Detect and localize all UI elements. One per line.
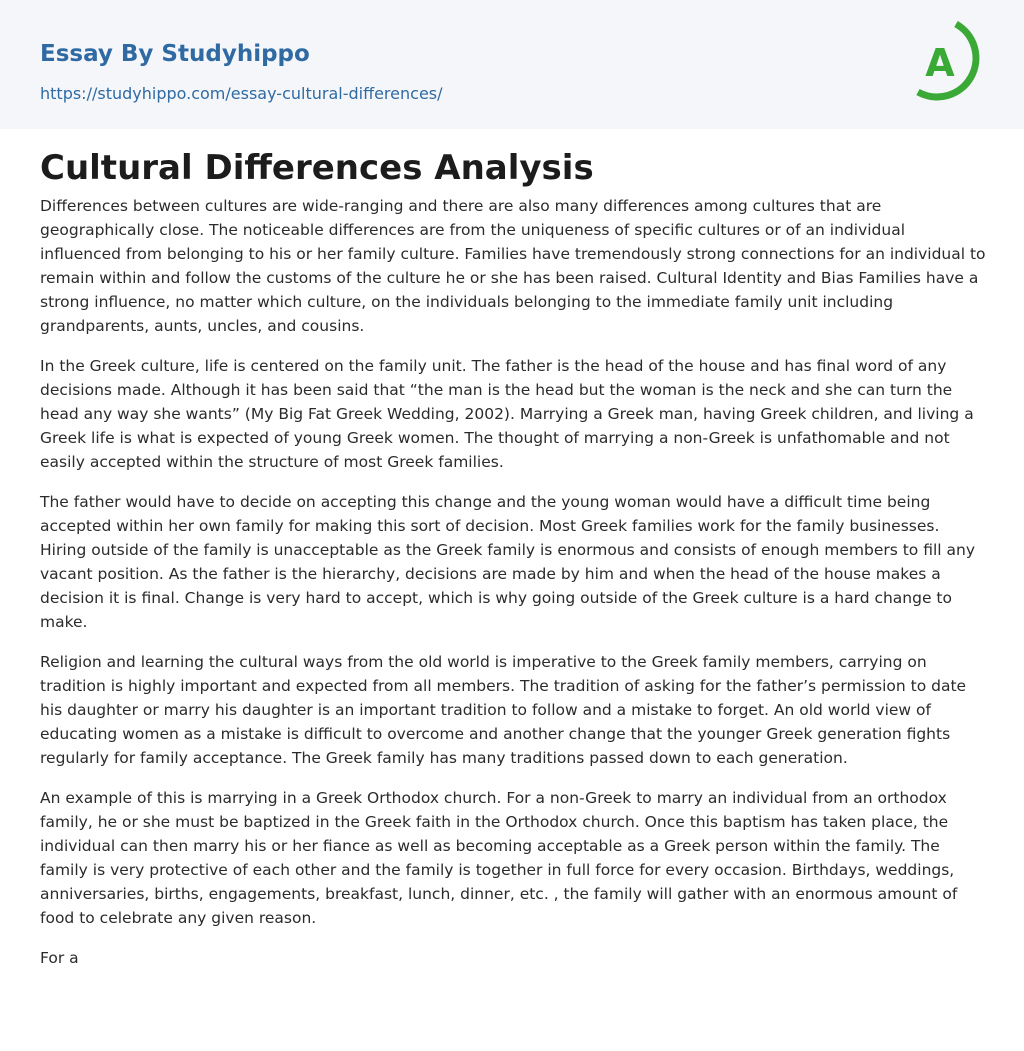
page-header	[0, 0, 1024, 129]
paragraph-1: Differences between cultures are wide-ranging and there are also many differences among cultures that are geographically close. The noticeable differences are from the uniqueness of specific cultures or of an individual influenced from belonging to his or her family culture. Families have tremendously strong connections for an individual to remain within and follow the customs of the culture he or she has been raised. Cultural Identity and Bias Families have a strong influence, no matter which culture, on the individuals belonging to the immediate family unit including grandparents, aunts, uncles, and cousins.	[40, 197, 986, 335]
logo-letter: A	[925, 41, 955, 85]
essay-url-link[interactable]: https://studyhippo.com/essay-cultural-differences/	[40, 84, 443, 103]
studyhippo-logo-icon[interactable]	[906, 16, 990, 108]
paragraph-2: In the Greek culture, life is centered on the family unit. The father is the head of the house and has final word of any decisions made. Although it has been said that “the man is the head but the woman is the neck and she can turn the head any way she wants” (My Big Fat Greek Wedding, 2002). Marrying a Greek man, having Greek children, and living a Greek life is what is expected of young Greek women. The thought of marrying a non-Greek is unfathomable and not easily accepted within the structure of most Greek families.	[40, 357, 974, 471]
paragraph-6: For a	[40, 949, 79, 967]
paragraph-5: An example of this is marrying in a Greek Orthodox church. For a non-Greek to marry an individual from an orthodox family, he or she must be baptized in the Greek faith in the Orthodox church. Once this baptism has taken place, the individual can then marry his or her fiance as well as becoming acceptable as a Greek person within the family. The family is very protective of each other and the family is together in full force for every occasion. Birthdays, weddings, anniversaries, births, engagements, breakfast, lunch, dinner, etc. , the family will gather with an enormous amount of food to celebrate any given reason.	[40, 789, 958, 927]
page-title: Cultural Differences Analysis	[40, 148, 594, 188]
paragraph-3: The father would have to decide on accepting this change and the young woman would have a difficult time being accepted within her own family for making this sort of decision. Most Greek families work for the family businesses. Hiring outside of the family is unacceptable as the Greek family is enormous and consists of enough members to fill any vacant position. As the father is the hierarchy, decisions are made by him and when the head of the house makes a decision it is final. Change is very hard to accept, which is why going outside of the Greek culture is a hard change to make.	[40, 493, 976, 631]
site-brand[interactable]: Essay By Studyhippo	[40, 41, 310, 67]
paragraph-4: Religion and learning the cultural ways from the old world is imperative to the Greek family members, carrying on tradition is highly important and expected from all members. The tradition of asking for the father’s permission to date his daughter or marry his daughter is an important tradition to follow and a mistake to forget. An old world view of educating women as a mistake is difficult to overcome and another change that the younger Greek generation fights regularly for family acceptance. The Greek family has many traditions passed down to each generation.	[40, 653, 967, 767]
essay-body	[40, 194, 988, 986]
